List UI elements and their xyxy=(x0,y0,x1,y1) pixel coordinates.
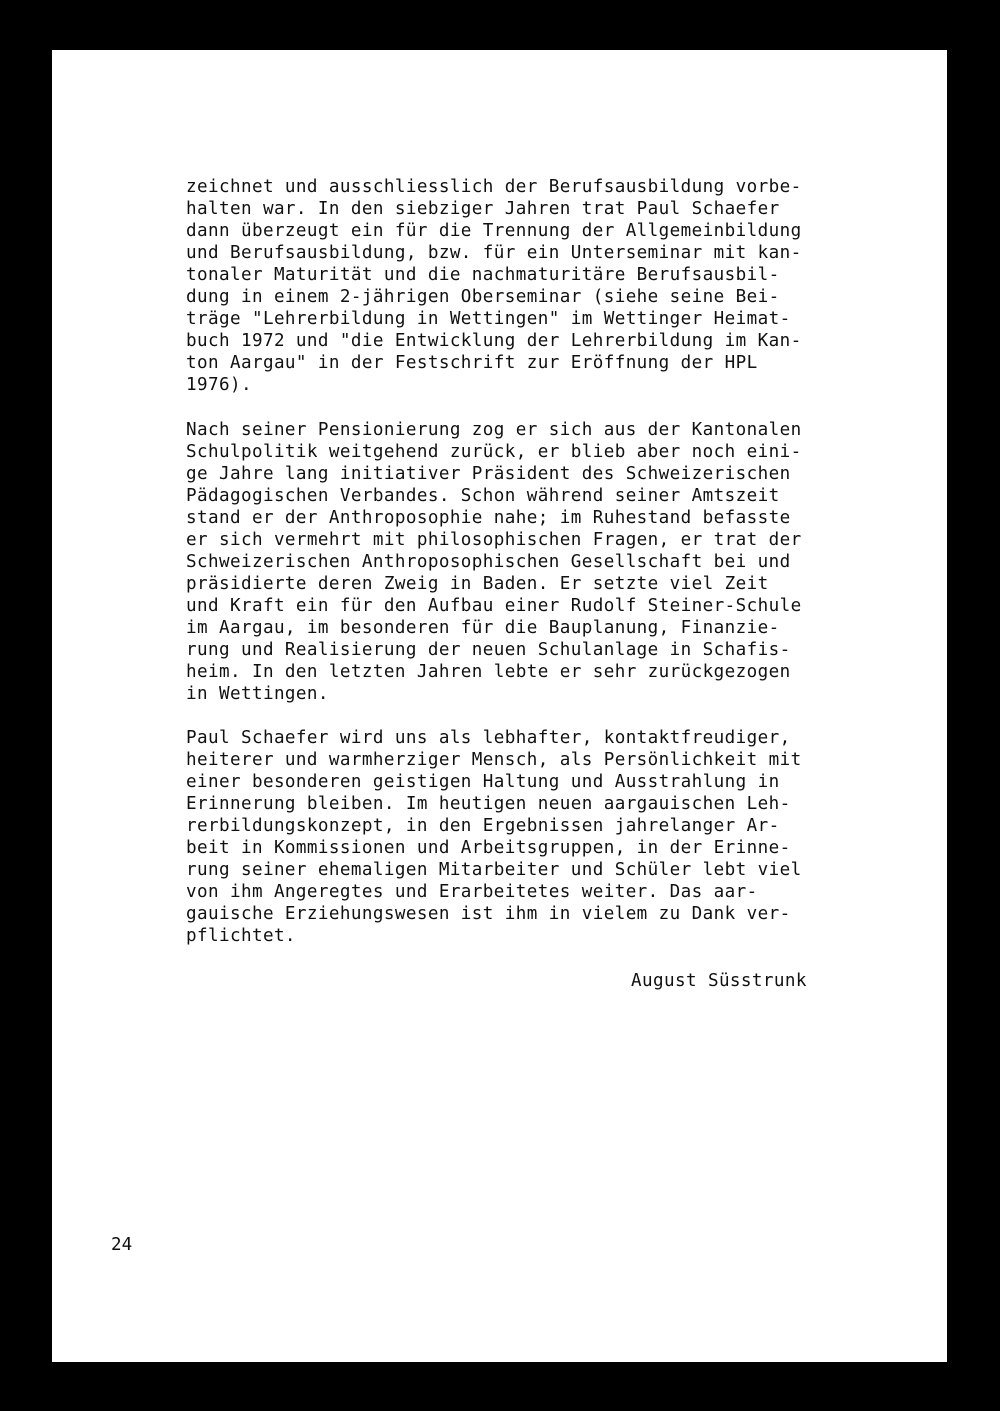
text-line: von ihm Angeregtes und Erarbeitetes weiter. Das aar- xyxy=(186,882,758,902)
paragraph-3 xyxy=(186,727,802,947)
text-line: Erinnerung bleiben. Im heutigen neuen aargauischen Leh- xyxy=(186,794,791,814)
text-line: buch 1972 und "die Entwicklung der Lehrerbildung im Kan- xyxy=(186,331,802,351)
text-line: rerbildungskonzept, in den Ergebnissen jahrelanger Ar- xyxy=(186,816,780,836)
paragraph-2 xyxy=(186,419,802,705)
text-line: und Berufsausbildung, bzw. für ein Unterseminar mit kan- xyxy=(186,243,802,263)
text-line: Schweizerischen Anthroposophischen Gesellschaft bei und xyxy=(186,552,791,572)
text-line: tonaler Maturität und die nachmaturitäre Berufsausbil- xyxy=(186,265,780,285)
text-line: ton Aargau" in der Festschrift zur Eröffnung der HPL xyxy=(186,353,758,373)
text-line: Nach seiner Pensionierung zog er sich aus der Kantonalen xyxy=(186,420,802,440)
text-line: Schulpolitik weitgehend zurück, er blieb aber noch eini- xyxy=(186,442,802,462)
text-line: er sich vermehrt mit philosophischen Fragen, er trat der xyxy=(186,530,802,550)
text-line: Paul Schaefer wird uns als lebhafter, kontaktfreudiger, xyxy=(186,728,791,748)
text-line: 1976). xyxy=(186,375,252,395)
text-line: rung und Realisierung der neuen Schulanlage in Schafis- xyxy=(186,640,791,660)
text-line: präsidierte deren Zweig in Baden. Er setzte viel Zeit xyxy=(186,574,769,594)
text-line: heiterer und warmherziger Mensch, als Persönlichkeit mit xyxy=(186,750,802,770)
text-line: in Wettingen. xyxy=(186,684,329,704)
text-line: heim. In den letzten Jahren lebte er sehr zurückgezogen xyxy=(186,662,791,682)
text-line: gauische Erziehungswesen ist ihm in vielem zu Dank ver- xyxy=(186,904,791,924)
text-line: einer besonderen geistigen Haltung und Ausstrahlung in xyxy=(186,772,780,792)
page-number: 24 xyxy=(111,1235,133,1255)
text-line: pflichtet. xyxy=(186,926,296,946)
text-line: Pädagogischen Verbandes. Schon während seiner Amtszeit xyxy=(186,486,780,506)
text-line: träge "Lehrerbildung in Wettingen" im Wettinger Heimat- xyxy=(186,309,791,329)
text-line: beit in Kommissionen und Arbeitsgruppen, in der Erinne- xyxy=(186,838,791,858)
author-signature: August Süsstrunk xyxy=(631,971,807,991)
text-line: rung seiner ehemaligen Mitarbeiter und Schüler lebt viel xyxy=(186,860,802,880)
document-page xyxy=(52,50,947,1362)
text-line: dung in einem 2-jährigen Oberseminar (siehe seine Bei- xyxy=(186,287,780,307)
paragraph-1 xyxy=(186,176,802,396)
text-line: dann überzeugt ein für die Trennung der Allgemeinbildung xyxy=(186,221,802,241)
text-line: im Aargau, im besonderen für die Bauplanung, Finanzie- xyxy=(186,618,780,638)
text-line: halten war. In den siebziger Jahren trat Paul Schaefer xyxy=(186,199,780,219)
text-line: und Kraft ein für den Aufbau einer Rudolf Steiner-Schule xyxy=(186,596,802,616)
text-line: stand er der Anthroposophie nahe; im Ruhestand befasste xyxy=(186,508,791,528)
text-line: zeichnet und ausschliesslich der Berufsausbildung vorbe- xyxy=(186,177,802,197)
text-line: ge Jahre lang initiativer Präsident des Schweizerischen xyxy=(186,464,791,484)
